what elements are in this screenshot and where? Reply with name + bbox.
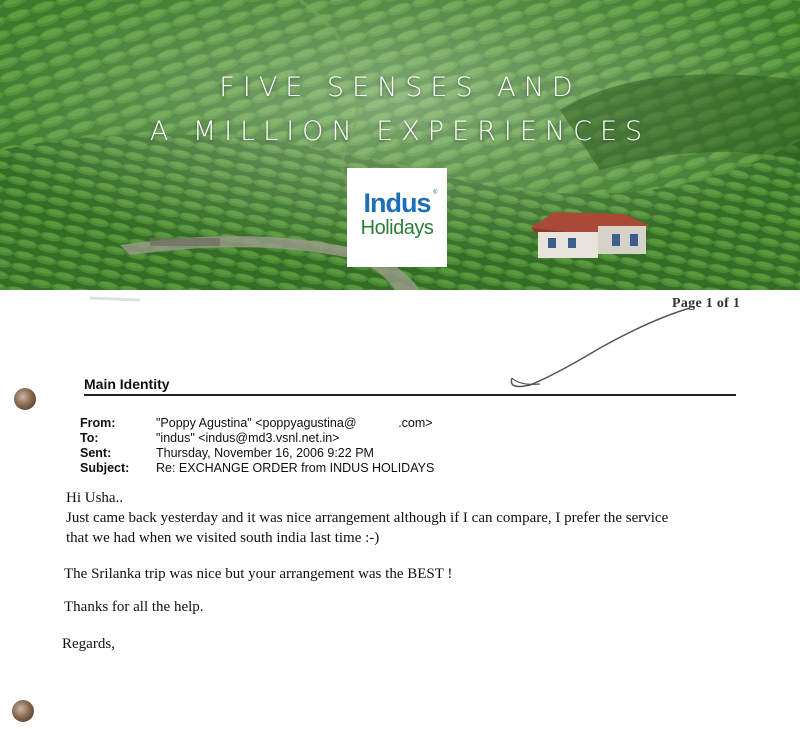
indus-holidays-logo bbox=[347, 168, 447, 267]
from-value: "Poppy Agustina" <poppyagustina@ .com> bbox=[156, 416, 433, 430]
email-closing: Regards, bbox=[62, 636, 115, 652]
logo-sub-text: Holidays bbox=[360, 217, 434, 239]
punch-hole bbox=[14, 388, 36, 410]
email-body-line: Just came back yesterday and it was nice arrangement although if I can compare, I prefer the service bbox=[66, 510, 669, 526]
page-number: Page 1 of 1 bbox=[672, 296, 741, 311]
email-body-line: The Srilanka trip was nice but your arrangement was the BEST ! bbox=[64, 566, 453, 582]
email-body-line: Thanks for all the help. bbox=[64, 599, 204, 615]
cottage-graphic bbox=[530, 212, 650, 258]
subject-value: Re: EXCHANGE ORDER from INDUS HOLIDAYS bbox=[156, 461, 435, 475]
from-label: From: bbox=[80, 416, 116, 430]
email-body-line: that we had when we visited south india last time :-) bbox=[66, 530, 380, 546]
logo-brand-text: Indus bbox=[363, 188, 431, 218]
identity-title: Main Identity bbox=[84, 376, 170, 392]
email-printout bbox=[0, 290, 800, 729]
sent-value: Thursday, November 16, 2006 9:22 PM bbox=[156, 446, 374, 460]
subject-label: Subject: bbox=[80, 461, 130, 475]
hero-banner bbox=[0, 0, 800, 290]
to-value: "indus" <indus@md3.vsnl.net.in> bbox=[156, 431, 340, 445]
headline-line-1: FIVE SENSES AND bbox=[219, 72, 581, 103]
to-label: To: bbox=[80, 431, 99, 445]
headline-line-2: A MILLION EXPERIENCES bbox=[149, 116, 651, 147]
email-greeting: Hi Usha.. bbox=[66, 490, 124, 506]
punch-hole bbox=[12, 700, 34, 722]
trademark-icon: ® bbox=[433, 190, 438, 196]
divider bbox=[84, 394, 736, 396]
sent-label: Sent: bbox=[80, 446, 112, 460]
